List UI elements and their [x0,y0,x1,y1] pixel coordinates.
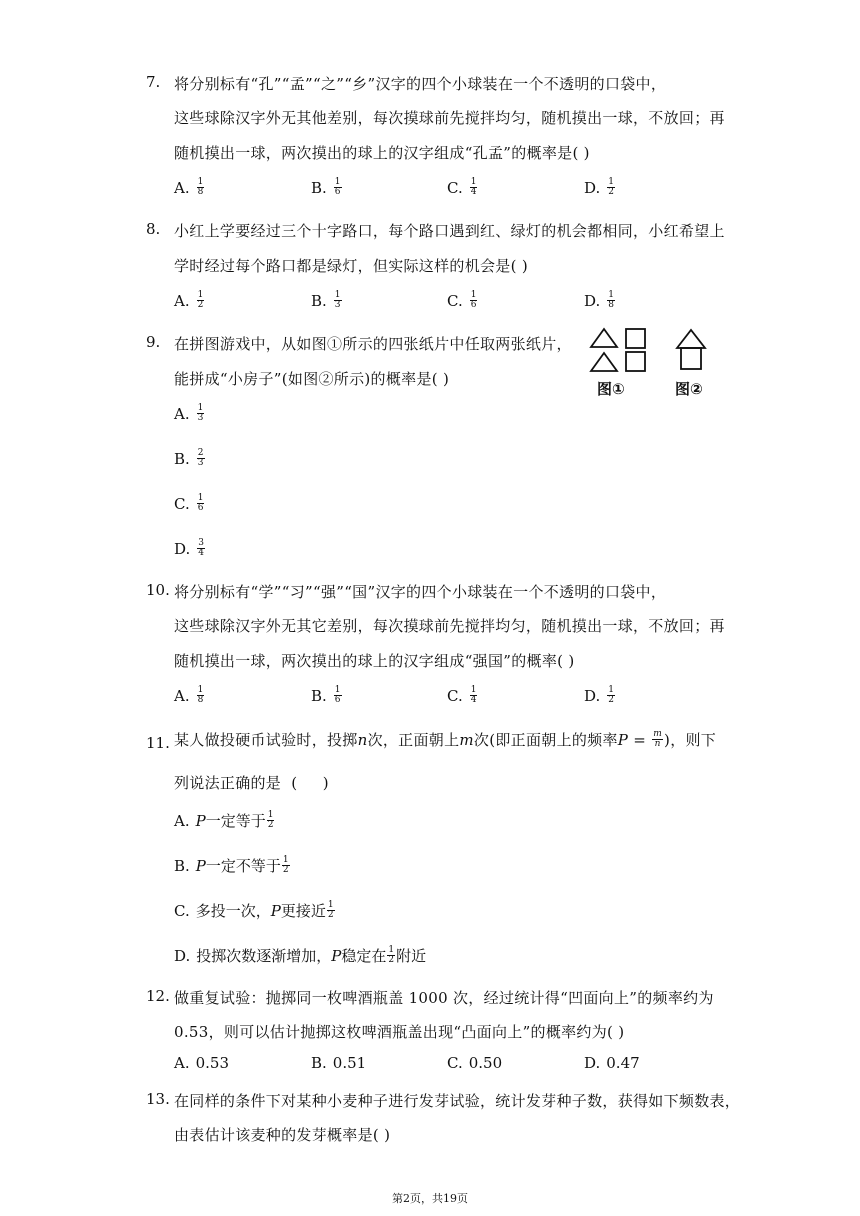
option-c: C. $\frac{1}{6}$ [174,493,204,513]
fraction: $\frac{1}{2}$ [282,855,289,875]
question-text-line: 由表估计该麦种的发芽概率是( ) [174,1126,391,1144]
roof-triangle-shape [677,330,705,348]
fraction: $\frac{1}{2}$ [388,945,395,965]
question-text-line: 将分别标有“学”“习”“强”“国”汉字的四个小球装在一个不透明的口袋中， [174,583,667,601]
option-c: C. $\frac{1}{4}$ [447,177,477,197]
option-a: A. $\frac{1}{8}$ [174,685,204,705]
option-c: C. $\frac{1}{4}$ [447,685,477,705]
question-text-line: 将分别标有“孔”“孟”“之”“乡”汉字的四个小球装在一个不透明的口袋中， [174,75,667,93]
question-text-line: 某人做投硬币试验时，投掷 n 次，正面朝上 m 次(即正面朝上的频率 P = $\frac{m}{n}$ )，则下 [174,729,717,749]
option-a: A. $\frac{1}{8}$ [174,177,204,197]
figure-1-caption: 图① [597,380,625,398]
question-text-line: 这些球除汉字外无其它差别，每次摸球前先搅拌均匀，随机摸出一球，不放回；再 [174,617,725,635]
option-d: D. $\frac{1}{8}$ [584,290,614,310]
option-b: B. P 一定不等于 $\frac{1}{2}$ [174,855,289,875]
fraction: $\frac{1}{3}$ [197,403,204,423]
fraction: $\frac{1}{2}$ [267,810,274,830]
option-a: A. $\frac{1}{2}$ [174,290,204,310]
option-a: A. 0.53 [174,1054,230,1072]
question-number: 11. [146,734,170,752]
question-number: 13. [146,1090,170,1108]
fraction: $\frac{1}{2}$ [608,177,614,197]
question-text-line: 做重复试验：抛掷同一枚啤酒瓶盖 1000 次，经过统计得“凹面向上”的频率约为 [174,989,714,1007]
fraction: $\frac{1}{8}$ [608,290,614,310]
question-text-line: 学时经过每个路口都是绿灯，但实际这样的机会是( ) [174,257,528,275]
option-a: A. P 一定等于 $\frac{1}{2}$ [174,810,274,830]
question-text-line: 0.53，则可以估计抛掷这枚啤酒瓶盖出现“凸面向上”的概率约为( ) [174,1023,625,1041]
question-text-line: 能拼成“小房子”(如图②所示)的概率是( ) [174,370,450,388]
figure-2-house [672,326,712,376]
fraction: $\frac{1}{6}$ [334,177,341,197]
question-number: 7. [146,73,161,91]
option-d: D. $\frac{3}{4}$ [174,538,204,558]
question-text-line: 列说法正确的是 ( ) [174,774,329,792]
triangle-shape [591,329,617,347]
option-c: C. 多投一次， P 更接近 $\frac{1}{2}$ [174,900,334,920]
option-b: B. $\frac{2}{3}$ [174,448,204,468]
option-b: B. $\frac{1}{6}$ [311,177,341,197]
option-c: C. $\frac{1}{6}$ [447,290,477,310]
option-d: D. 0.47 [584,1054,640,1072]
fraction: $\frac{1}{8}$ [197,685,204,705]
question-number: 9. [146,333,161,351]
square-shape [626,329,645,348]
question-number: 8. [146,220,161,238]
option-d: D. 投掷次数逐渐增加， P 稳定在 $\frac{1}{2}$ 附近 [174,945,427,965]
house-square-shape [681,348,701,369]
page-footer: 第2页，共19页 [392,1192,468,1205]
question-text-line: 在同样的条件下对某种小麦种子进行发芽试验，统计发芽种子数，获得如下频数表， [174,1092,741,1110]
fraction: $\frac{3}{4}$ [198,538,204,558]
fraction: $\frac{1}{8}$ [197,177,204,197]
fraction: $\frac{1}{2}$ [327,900,334,920]
option-c: C. 0.50 [447,1054,503,1072]
fraction: $\frac{2}{3}$ [197,448,204,468]
fraction: $\frac{1}{6}$ [470,290,477,310]
question-text-line: 小红上学要经过三个十字路口，每个路口遇到红、绿灯的机会都相同，小红希望上 [174,222,725,240]
square-shape [626,352,645,371]
figure-1-shapes [588,326,650,376]
question-text-line: 这些球除汉字外无其他差别，每次摸球前先搅拌均匀，随机摸出一球，不放回；再 [174,109,725,127]
triangle-shape [591,353,617,371]
fraction: $\frac{1}{6}$ [334,685,341,705]
option-b: B. 0.51 [311,1054,367,1072]
question-text-line: 随机摸出一球，两次摸出的球上的汉字组成“强国”的概率( ) [174,652,575,670]
option-b: B. $\frac{1}{3}$ [311,290,341,310]
fraction: $\frac{1}{3}$ [334,290,341,310]
question-number: 12. [146,987,170,1005]
fraction: $\frac{m}{n}$ [653,729,663,749]
option-a: A. $\frac{1}{3}$ [174,403,204,423]
fraction: $\frac{1}{4}$ [470,177,477,197]
option-d: D. $\frac{1}{2}$ [584,685,614,705]
question-text-line: 随机摸出一球，两次摸出的球上的汉字组成“孔孟”的概率是( ) [174,144,590,162]
fraction: $\frac{1}{4}$ [470,685,477,705]
fraction: $\frac{1}{2}$ [197,290,204,310]
fraction: $\frac{1}{6}$ [197,493,204,513]
option-b: B. $\frac{1}{6}$ [311,685,341,705]
figure-2-caption: 图② [675,380,703,398]
fraction: $\frac{1}{2}$ [608,685,614,705]
question-text-line: 在拼图游戏中，从如图①所示的四张纸片中任取两张纸片， [174,335,572,353]
option-d: D. $\frac{1}{2}$ [584,177,614,197]
question-number: 10. [146,581,170,599]
